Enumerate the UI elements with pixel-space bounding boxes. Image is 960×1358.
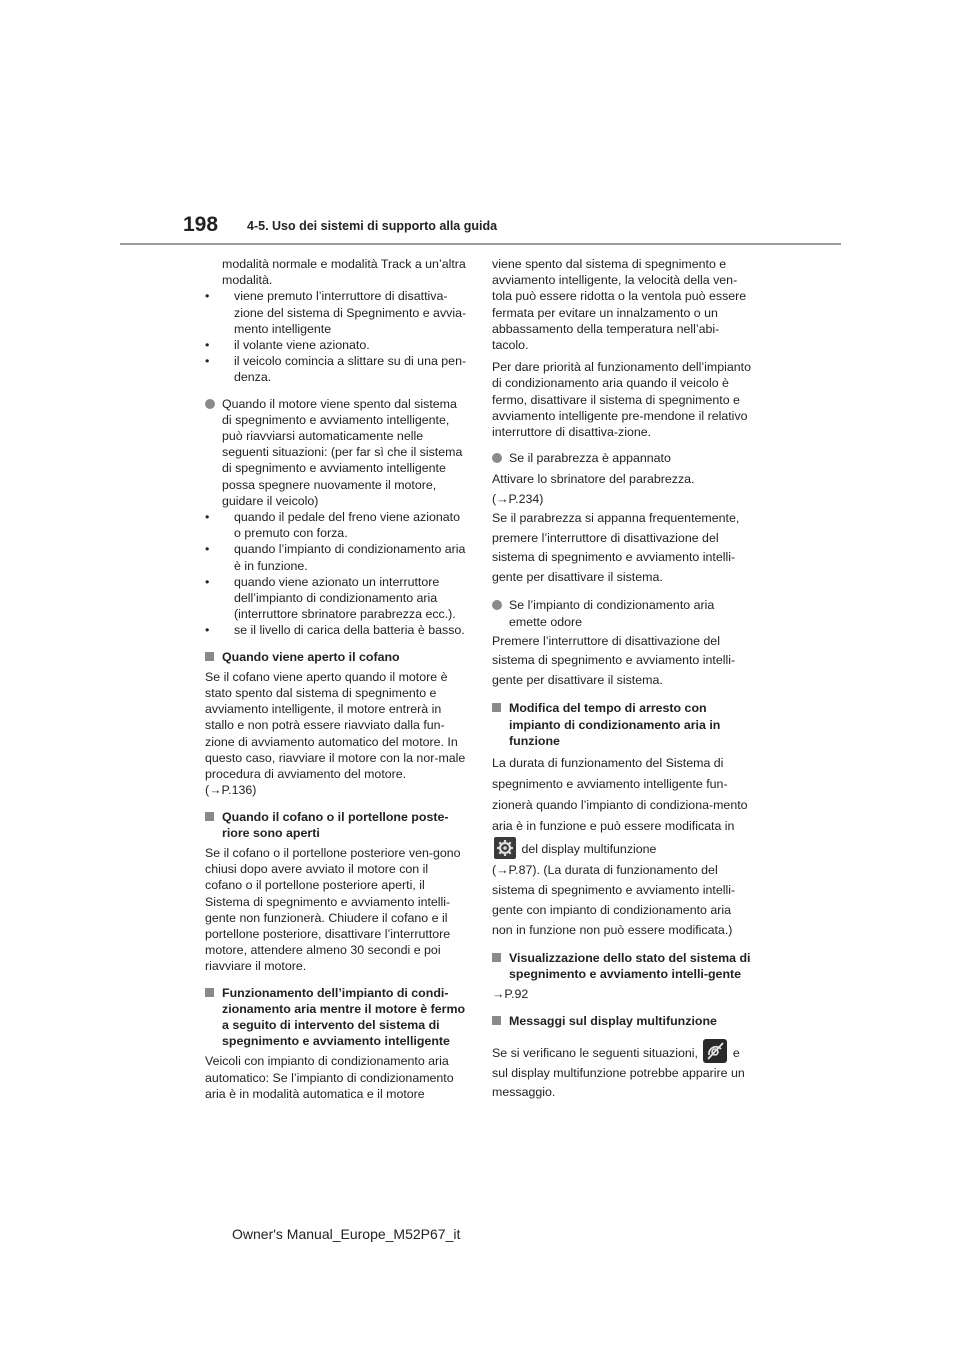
section-body [492,1039,754,1064]
body-text: del display multifunzione [521,841,657,856]
bullet-text: quando viene azionato un interruttore dell’impianto di condizionamento aria (interruttore sbrinatore parabrezza ecc.). [234,574,456,622]
square-bullet-icon [492,953,501,962]
bullet-item [205,288,467,337]
section-heading-text: Funzionamento dell’impianto di condi-zionamento aria mentre il motore è fermo a seguito di intervento del sistema di spegnimento e avviamento intelligente [222,985,466,1049]
square-bullet-icon [205,652,214,661]
body-text: e [732,1045,740,1060]
paragraph: Per dare priorità al funzionamento dell’impianto di condizionamento aria quando il veicolo è fermo, disattivare il sistema di spegnimento e avviamento intelligente pre-mendone il relativo interruttore di disattiva-zione. [492,360,751,440]
circle-heading [492,597,754,629]
section-heading [205,809,467,841]
square-bullet-icon [492,1016,501,1025]
bullet-item [205,541,467,573]
section-body: Se il parabrezza si appanna frequentemente, premere l’interruttore di disattivazione del sistema di spegnimento e avviamento intelli-gente per disattivare il sistema. [492,511,740,584]
circle-bullet-icon [492,453,502,463]
section-heading [205,985,467,1050]
bullet-text: il veicolo comincia a slittare su di una pen-denza. [234,354,467,385]
page-reference: (→P.136) [205,783,257,798]
section-heading [205,649,467,665]
section-body: Veicoli con impianto di condizionamento aria automatico: Se l’impianto di condizionamento aria è in modalità automatica e il motore [205,1054,454,1101]
page-number: 198 [183,213,219,236]
body-text: Se si verificano le seguenti situazioni, [492,1045,698,1060]
circle-heading-text: Quando il motore viene spento dal sistema di spegnimento e avviamento intelligente, può riavviarsi automaticamente nelle seguenti situazioni: (per far sì che il sistema di spegnimento e avviamento intelligente possa spegnere nuovamente il motore, guidare il veicolo) [222,396,463,508]
circle-heading [492,450,754,466]
section-heading [492,700,754,749]
section-body: (→P.87). (La durata di funzionamento del sistema di spegnimento e avviamento intelli-gente con impianto di condizionamento aria non in funzione non può essere modificata.) [492,862,736,937]
section-heading [492,1013,754,1029]
square-bullet-icon [205,988,214,997]
section-heading-text: Quando il cofano o il portellone poste-riore sono aperti [222,809,449,840]
bullet-text: quando il pedale del freno viene azionato o premuto con forza. [234,510,460,541]
bullet-text: se il livello di carica della batteria è basso. [234,623,465,638]
gear-icon [494,837,516,859]
footer: Owner's Manual_Europe_M52P67_it [232,1226,461,1242]
bullet-item [205,353,467,385]
section-heading-text: Modifica del tempo di arresto con impianto di condizionamento aria in funzione [509,701,721,748]
section-body: sul display multifunzione potrebbe apparire un messaggio. [492,1065,745,1100]
bullet-text: il volante viene azionato. [234,338,370,353]
section-body: Se il cofano o il portellone posteriore ven-gono chiusi dopo avere avviato il motore con il cofano o il portellone posteriore aperti, il Sistema di spegnimento e avviamento intelli-gente non funzionerà. Chiudere il cofano e il portellone posteriore, disattivare l’interruttore motore, attendere almeno 30 secondi e poi riavviare il motore. [205,845,461,974]
bullet-item [205,574,467,623]
square-bullet-icon [205,812,214,821]
body-text: La durata di funzionamento del Sistema di spegnimento e avviamento intelligente fun-zionerà quando l’impianto di condiziona-mento aria è in funzione e può essere modificata in [492,755,748,833]
bullet-item [205,509,467,541]
circle-bullet-icon [492,600,502,610]
section-heading [492,950,754,982]
right-column [492,256,754,1103]
stop-start-indicator-icon [703,1039,727,1063]
section-heading-text: Quando viene aperto il cofano [222,649,400,664]
bullet-item [205,622,467,638]
bullet-text: quando l’impianto di condizionamento aria è in funzione. [234,542,466,573]
section-body [492,753,754,860]
section-body: Premere l’interruttore di disattivazione del sistema di spegnimento e avviamento intelli-gente per disattivare il sistema. [492,633,736,687]
bullet-text: viene premuto l’interruttore di disattiva-zione del sistema di Spegnimento e avvia-mento intelligente [234,289,467,336]
header-rule [120,243,841,245]
section-heading-text: Messaggi sul display multifunzione [509,1013,717,1028]
page-reference: (→P.234) [492,491,544,506]
paragraph: viene spento dal sistema di spegnimento e avviamento intelligente, la velocità della ven-tola può essere ridotta o la ventola può essere fermata per evitare un innalzamento o un abbassamento della temperatura nell’abi-tacolo. [492,257,747,353]
left-column [205,256,467,1102]
page-reference: →P.92 [492,987,529,1002]
section-heading-text: Visualizzazione dello stato del sistema di spegnimento e avviamento intelli-gente [509,950,751,982]
continued-text: modalità normale e modalità Track a un’altra modalità. [222,257,466,288]
section-header: 4-5. Uso dei sistemi di supporto alla guida [247,219,498,233]
circle-bullet-icon [205,399,215,409]
circle-heading [205,396,467,509]
circle-heading-text: Se il parabrezza è appannato [509,451,671,466]
bullet-item [205,337,467,353]
square-bullet-icon [492,703,501,712]
body-line: Attivare lo sbrinatore del parabrezza. [492,472,695,487]
section-body: Se il cofano viene aperto quando il motore è stato spento dal sistema di spegnimento e avviamento intelligente, il motore entrerà in stallo e non potrà essere riavviato dalla fun-zione di avviamento automatico del motore. In questo caso, riavviare il motore con la nor-male procedura di avviamento del motore. [205,669,466,782]
circle-heading-text: Se l’impianto di condizionamento aria emette odore [509,598,715,629]
